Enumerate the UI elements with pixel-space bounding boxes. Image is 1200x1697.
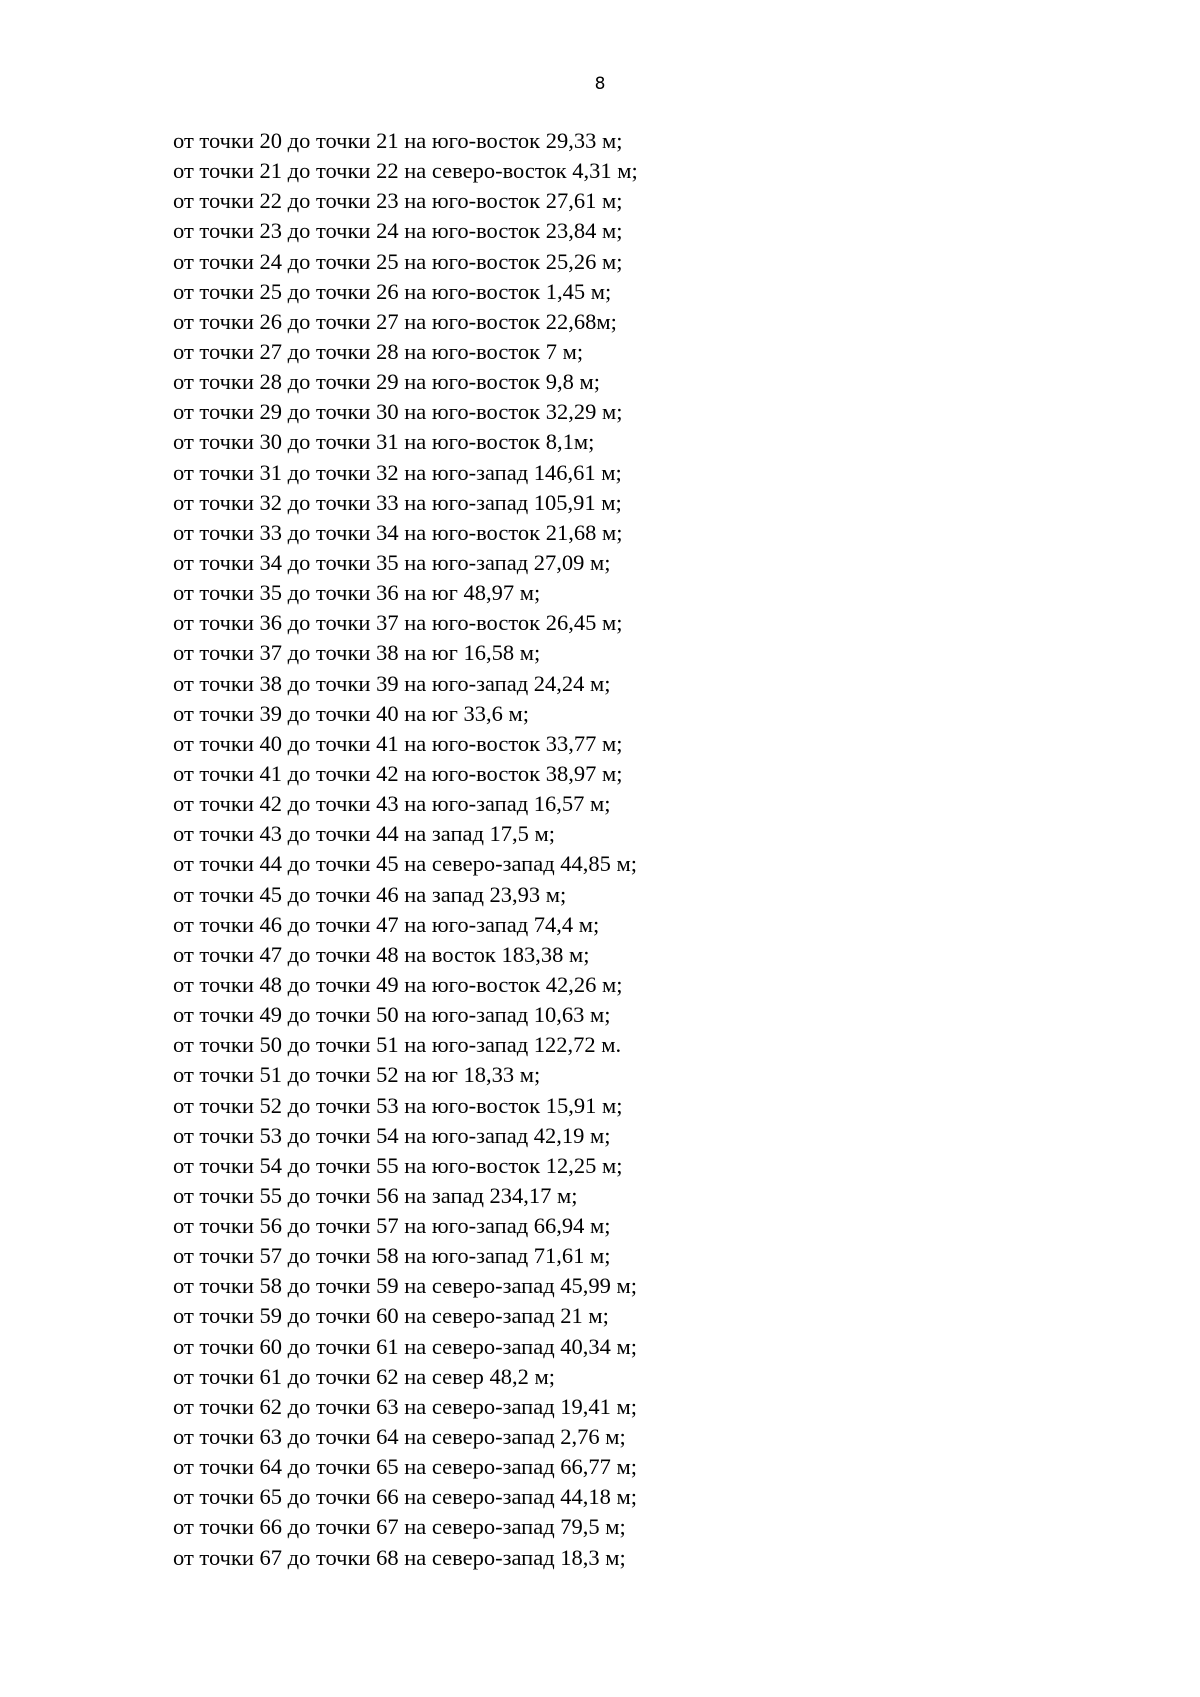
boundary-line: от точки 41 до точки 42 на юго-восток 38,97 м;	[173, 760, 623, 786]
boundary-line: от точки 45 до точки 46 на запад 23,93 м;	[173, 881, 567, 907]
boundary-line: от точки 40 до точки 41 на юго-восток 33,77 м;	[173, 730, 623, 756]
boundary-line: от точки 42 до точки 43 на юго-запад 16,57 м;	[173, 791, 611, 817]
boundary-line: от точки 36 до точки 37 на юго-восток 26,45 м;	[173, 610, 623, 636]
boundary-line: от точки 43 до точки 44 на запад 17,5 м;	[173, 821, 556, 847]
boundary-line: от точки 39 до точки 40 на юг 33,6 м;	[173, 700, 530, 726]
boundary-line: от точки 66 до точки 67 на северо-запад 79,5 м;	[173, 1514, 626, 1540]
boundary-line: от точки 52 до точки 53 на юго-восток 15,91 м;	[173, 1092, 623, 1118]
boundary-line: от точки 35 до точки 36 на юг 48,97 м;	[173, 580, 541, 606]
boundary-line: от точки 48 до точки 49 на юго-восток 42,26 м;	[173, 971, 623, 997]
boundary-line: от точки 34 до точки 35 на юго-запад 27,09 м;	[173, 549, 611, 575]
boundary-line: от точки 31 до точки 32 на юго-запад 146,61 м;	[173, 459, 622, 485]
boundary-line: от точки 32 до точки 33 на юго-запад 105,91 м;	[173, 489, 622, 515]
boundary-description-list	[173, 126, 638, 1573]
boundary-line: от точки 58 до точки 59 на северо-запад 45,99 м;	[173, 1273, 638, 1299]
boundary-line: от точки 29 до точки 30 на юго-восток 32,29 м;	[173, 399, 623, 425]
boundary-line: от точки 47 до точки 48 на восток 183,38 м;	[173, 941, 590, 967]
boundary-line: от точки 59 до точки 60 на северо-запад 21 м;	[173, 1303, 609, 1329]
page-number: 8	[594, 74, 606, 94]
boundary-line: от точки 24 до точки 25 на юго-восток 25,26 м;	[173, 248, 623, 274]
boundary-line: от точки 60 до точки 61 на северо-запад 40,34 м;	[173, 1333, 638, 1359]
boundary-line: от точки 26 до точки 27 на юго-восток 22,68м;	[173, 308, 617, 334]
boundary-line: от точки 54 до точки 55 на юго-восток 12,25 м;	[173, 1152, 623, 1178]
boundary-line: от точки 20 до точки 21 на юго-восток 29,33 м;	[173, 128, 623, 153]
boundary-line: от точки 30 до точки 31 на юго-восток 8,1м;	[173, 429, 595, 455]
boundary-line: от точки 64 до точки 65 на северо-запад 66,77 м;	[173, 1454, 638, 1480]
boundary-line: от точки 57 до точки 58 на юго-запад 71,61 м;	[173, 1243, 611, 1269]
boundary-line: от точки 37 до точки 38 на юг 16,58 м;	[173, 640, 541, 666]
boundary-line: от точки 61 до точки 62 на север 48,2 м;	[173, 1363, 555, 1389]
boundary-line: от точки 65 до точки 66 на северо-запад 44,18 м;	[173, 1484, 638, 1510]
boundary-line: от точки 50 до точки 51 на юго-запад 122,72 м.	[173, 1032, 622, 1058]
boundary-line: от точки 38 до точки 39 на юго-запад 24,24 м;	[173, 670, 611, 696]
boundary-line: от точки 22 до точки 23 на юго-восток 27,61 м;	[173, 188, 623, 214]
boundary-line: от точки 21 до точки 22 на северо-восток 4,31 м;	[173, 158, 638, 184]
boundary-line: от точки 63 до точки 64 на северо-запад 2,76 м;	[173, 1424, 626, 1450]
boundary-line: от точки 67 до точки 68 на северо-запад 18,3 м;	[173, 1544, 626, 1570]
boundary-line: от точки 62 до точки 63 на северо-запад 19,41 м;	[173, 1393, 638, 1419]
boundary-line: от точки 25 до точки 26 на юго-восток 1,45 м;	[173, 278, 612, 304]
boundary-line: от точки 44 до точки 45 на северо-запад 44,85 м;	[173, 851, 638, 877]
boundary-line: от точки 49 до точки 50 на юго-запад 10,63 м;	[173, 1002, 611, 1028]
boundary-line: от точки 46 до точки 47 на юго-запад 74,4 м;	[173, 911, 600, 937]
boundary-line: от точки 53 до точки 54 на юго-запад 42,19 м;	[173, 1122, 611, 1148]
boundary-line: от точки 56 до точки 57 на юго-запад 66,94 м;	[173, 1213, 611, 1239]
boundary-line: от точки 51 до точки 52 на юг 18,33 м;	[173, 1062, 541, 1088]
boundary-line: от точки 23 до точки 24 на юго-восток 23,84 м;	[173, 218, 623, 244]
boundary-line: от точки 33 до точки 34 на юго-восток 21,68 м;	[173, 519, 623, 545]
boundary-line: от точки 27 до точки 28 на юго-восток 7 м;	[173, 338, 584, 364]
boundary-line: от точки 28 до точки 29 на юго-восток 9,8 м;	[173, 369, 600, 395]
boundary-line: от точки 55 до точки 56 на запад 234,17 м;	[173, 1182, 578, 1208]
